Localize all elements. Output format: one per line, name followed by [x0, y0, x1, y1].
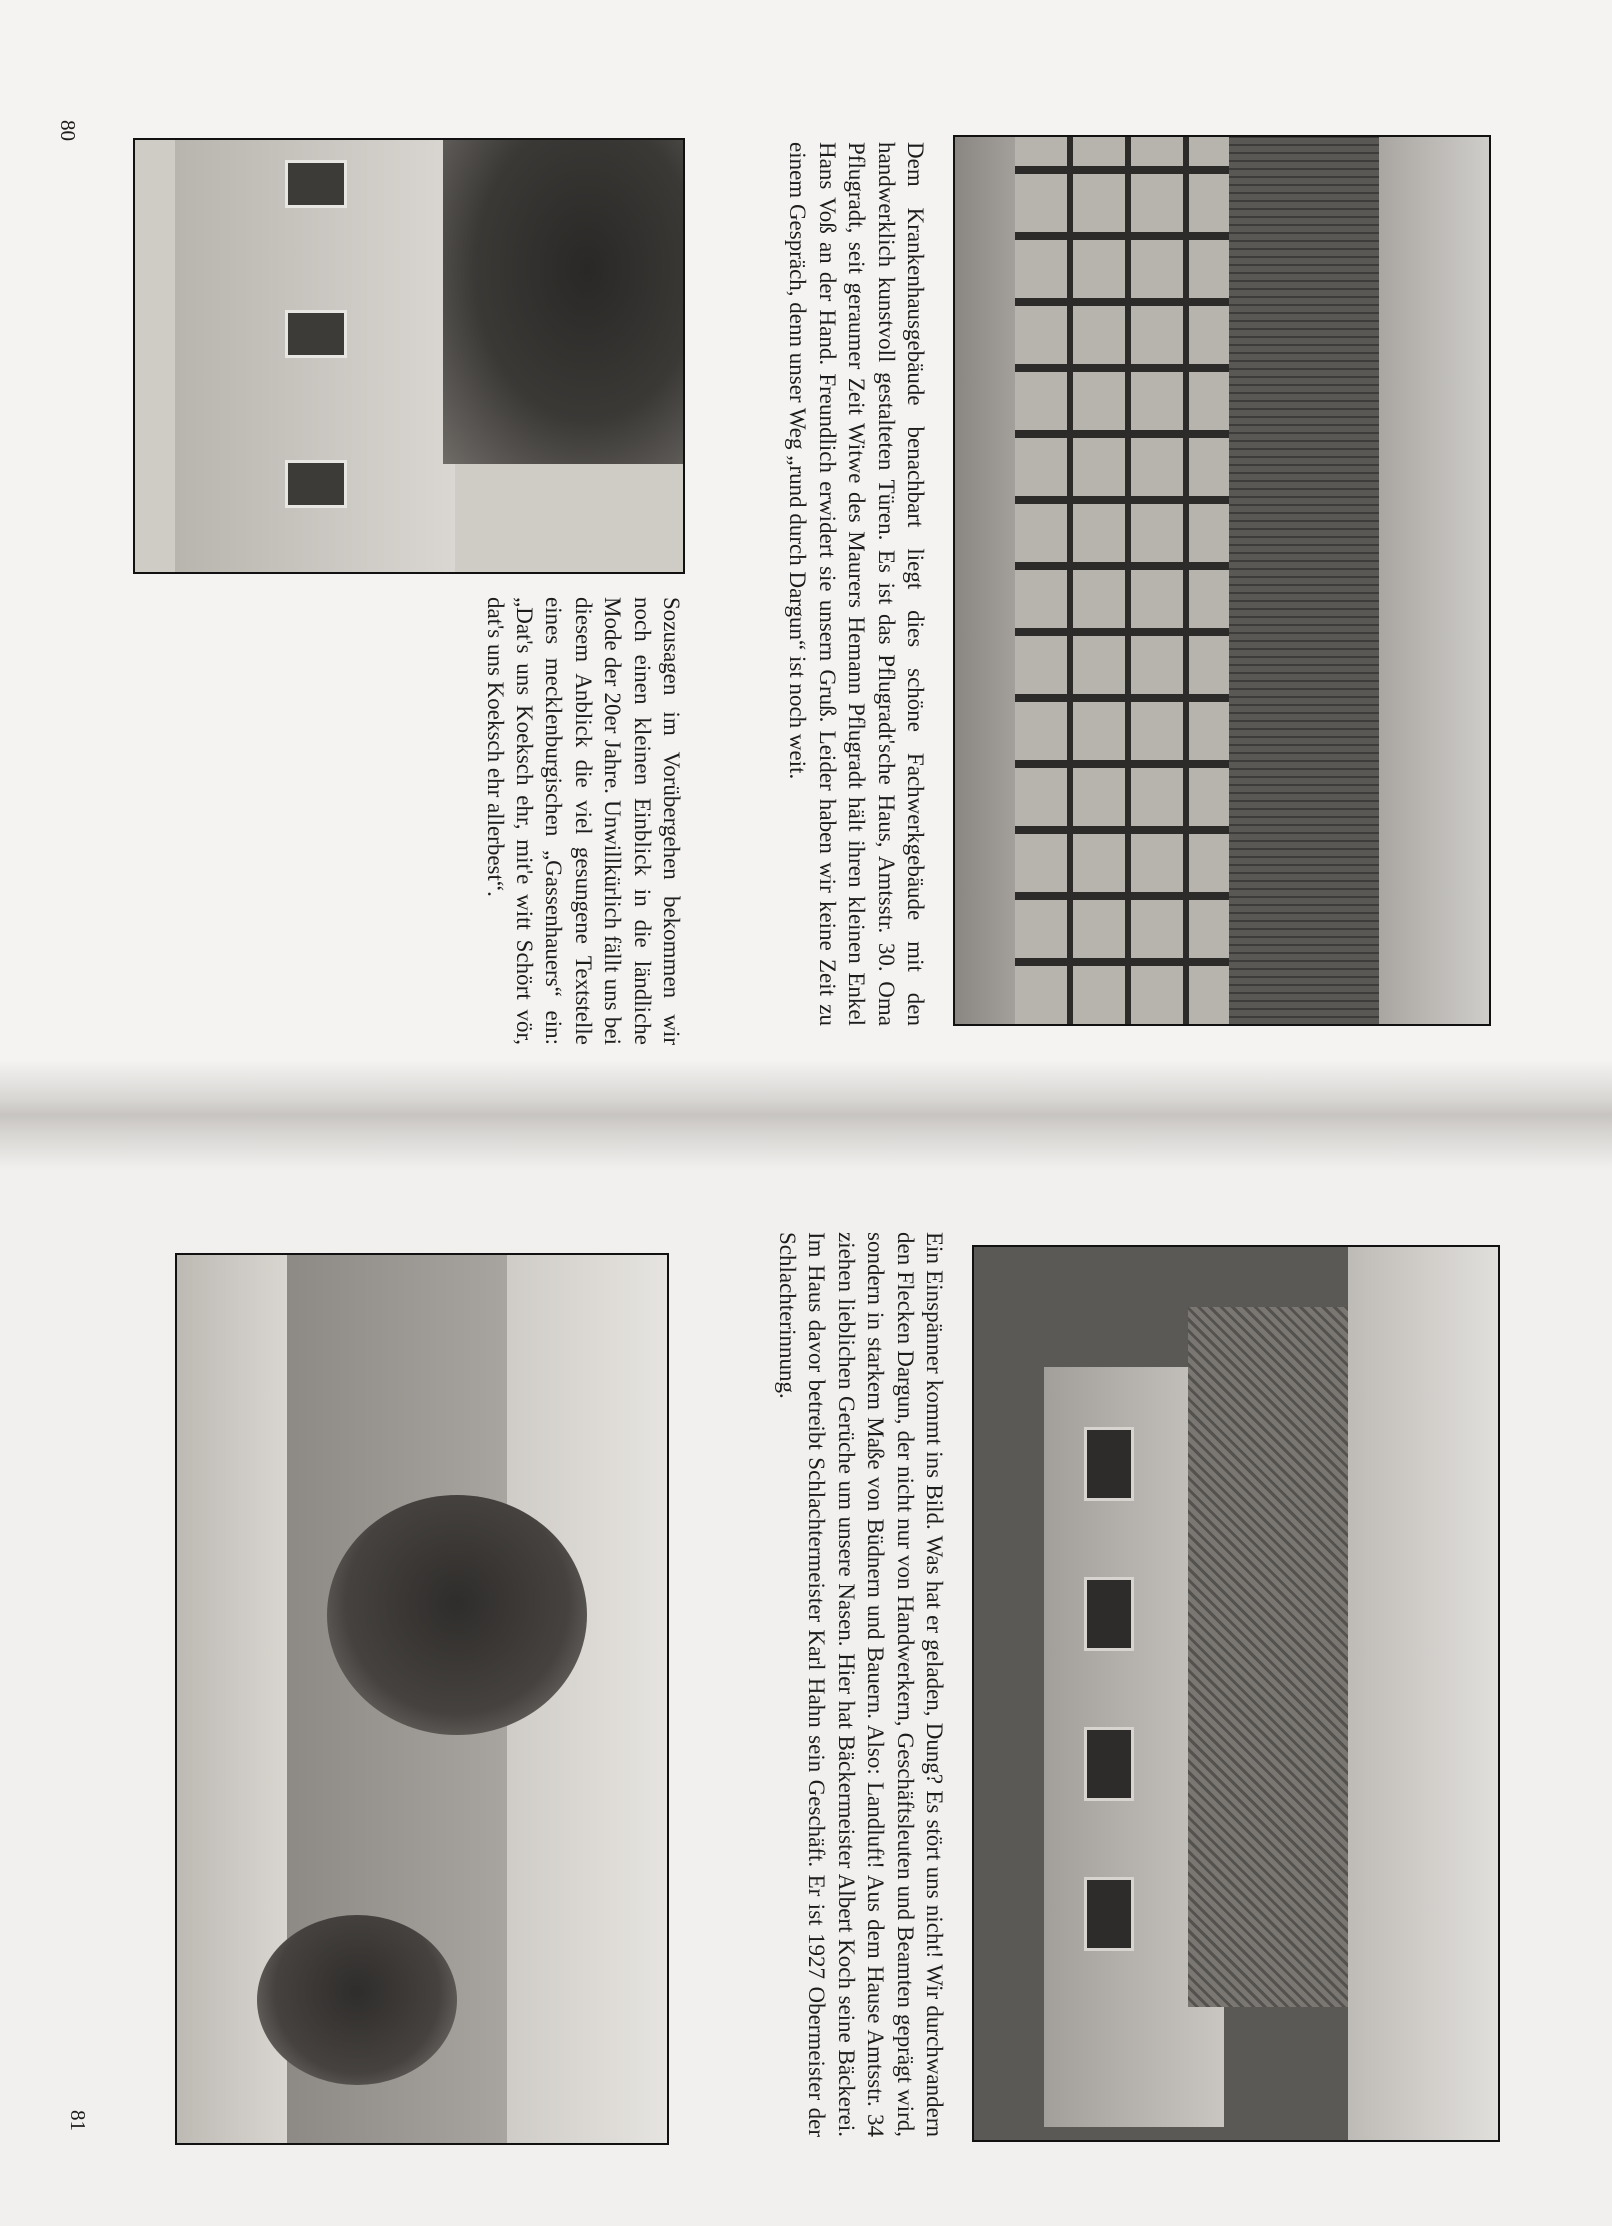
- photo-village-street: [175, 1253, 669, 2145]
- paragraph-fashion-twenties: Sozusagen im Vorübergehen bekommen wir noch einen kleinen Einblick in die ländliche Mode der 20er Jahre. Unwillkürlich fällt uns bei diesem Anblick die viel gesungene Textstelle eines mecklenburgischen „Gassenhauers“ ein: „Dat's uns Koeksch ehr, mit'e witt Schört vör, dat's uns Koeksch ehr allerbest“.: [482, 597, 684, 1045]
- page-number-80: 80: [56, 120, 80, 141]
- page-number-81: 81: [66, 2110, 90, 2131]
- photo-bakery-house: [972, 1245, 1500, 2142]
- paragraph-dargun-bakery: Ein Einspänner kommt ins Bild. Was hat er geladen, Dung? Es stört uns nicht! Wir durchwandern den Flecken Dargun, der nicht nur von Handwerkern, Geschäftsleuten und Beamten geprägt wird, sondern in starkem Maße von Büdnern und Bauern. Also: Landluft! Aus dem Hause Amtsstr. 34 ziehen lieblichen Gerüche um unsere Nasen. Hier hat Bäckermeister Albert Koch seine Bäckerei. Im Haus davor betreibt Schlachtermeister Karl Hahn sein Geschäft. Er ist 1927 Obermeister der Schlachterinnung.: [774, 1232, 947, 2137]
- photo-house-with-tree: [133, 138, 685, 574]
- paragraph-pflugradt-house: Dem Krankenhausgebäude benachbart liegt dies schöne Fachwerkgebäude mit den handwerklich kunstvoll gestalteten Türen. Es ist das Pflugradt'sche Haus, Amtsstr. 30. Oma Pflugradt, seit geraumer Zeit Witwe des Maurers Hemann Pflugradt hält ihren kleinen Enkel Hans Voß an der Hand. Freundlich erwidert sie unsern Gruß. Leider haben wir keine Zeit zu einem Gespräch, denn unser Weg „rund durch Dargun“ ist noch weit.: [785, 142, 928, 1026]
- photo-half-timbered-house: [953, 135, 1491, 1026]
- book-gutter: [0, 1060, 1612, 1170]
